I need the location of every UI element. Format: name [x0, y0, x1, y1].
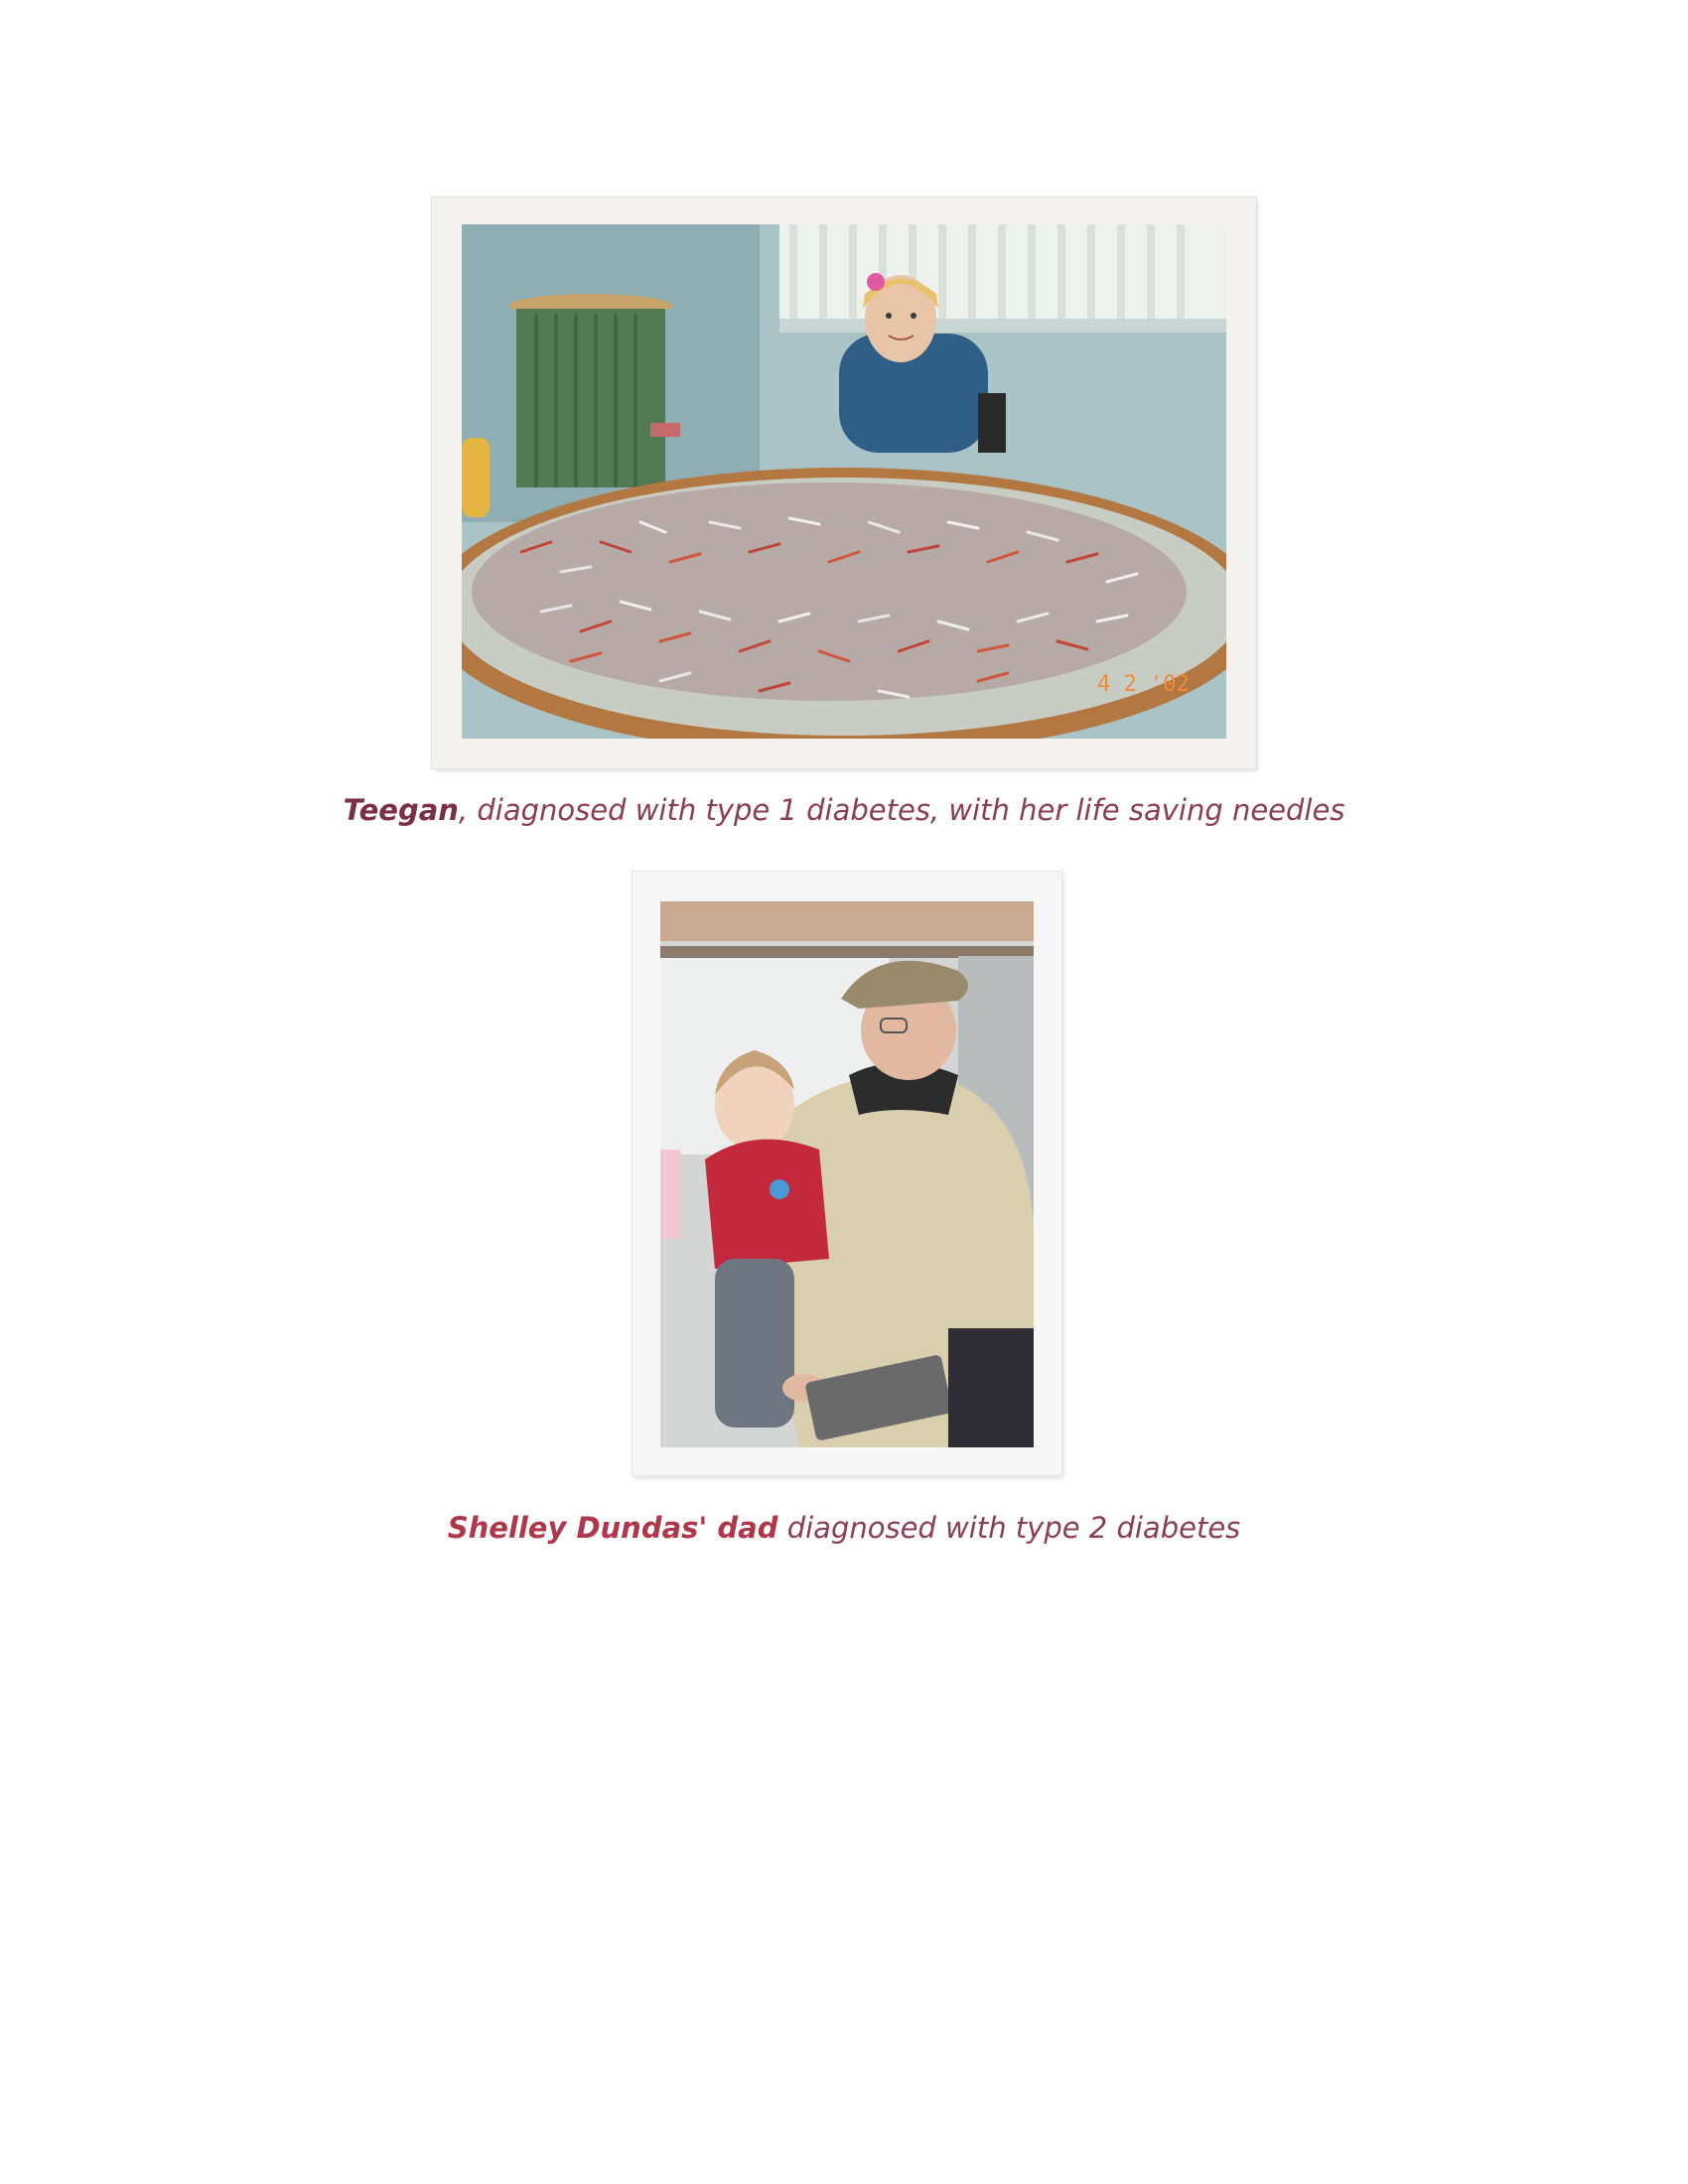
photo-caption-dundas-dad	[0, 1511, 1688, 1545]
caption-name-dundas-dad: Shelley Dundas' dad	[447, 1511, 778, 1545]
photo-caption-teegan	[0, 793, 1688, 827]
caption-name-teegan: Teegan	[343, 793, 459, 827]
date-stamp: 4 2 '02	[1097, 672, 1190, 697]
photo-dundas-dad-with-child	[660, 901, 1034, 1447]
photo-frame-dundas-dad	[633, 872, 1061, 1475]
photo-teegan-illustration	[462, 224, 1226, 739]
photo-dundas-illustration	[660, 901, 1034, 1447]
caption-text-teegan: , diagnosed with type 1 diabetes, with her life saving needles	[458, 793, 1345, 827]
caption-text-dundas-dad: diagnosed with type 2 diabetes	[777, 1511, 1241, 1545]
photo-teegan-needles	[462, 224, 1226, 739]
photo-frame-teegan	[432, 198, 1256, 768]
